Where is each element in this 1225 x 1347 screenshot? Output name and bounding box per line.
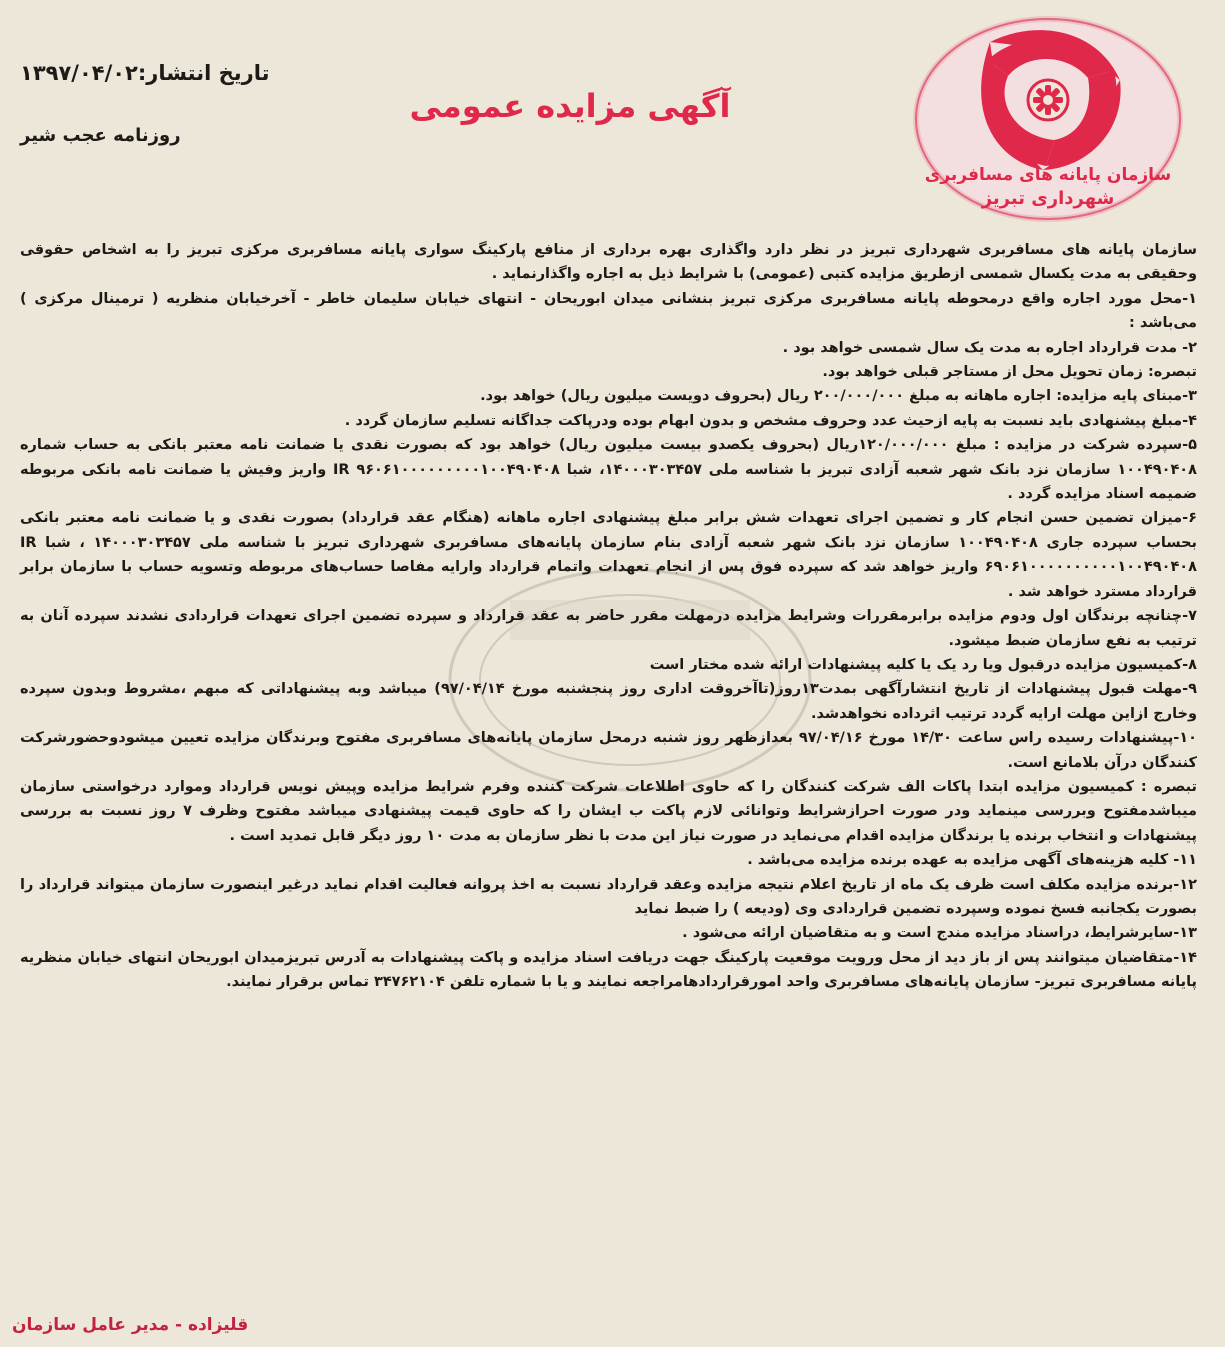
organization-logo [903,12,1193,227]
notice-title: آگهی مزایده عمومی [409,87,731,125]
publish-date: تاریخ انتشار:۱۳۹۷/۰۴/۰۲ [20,61,270,85]
paragraph-item-5: ۵-سپرده شرکت در مزایده : مبلغ ۱۲۰/۰۰۰/۰۰۰ریال (بحروف یکصدو بیست میلیون ریال) خواهد بود که بصورت نقدی یا ضمانت نامه معتبر بانکی به حساب شماره ۱۰۰۴۹۰۴۰۸ سازمان نزد بانک شهر شعبه آزادی تبریز با شناسه ملی ۱۴۰۰۰۳۰۳۴۵۷، شبا IR ۹۶۰۶۱۰۰۰۰۰۰۰۰۰۱۰۰۴۹۰۴۰۸ واریز وفیش یا ضمانت نامه بانکی مربوطه ضمیمه اسناد مزایده گردد . [20,437,1197,503]
paragraph-intro: سازمان پایانه های مسافربری شهرداری تبریز در نظر دارد واگذاری بهره برداری از منافع پارکینگ سواری پایانه مسافربری مرکزی تبریز را به اشخاص حقوقی وحقیقی به مدت یکسال شمسی ازطریق مزایده کتبی (عمومی) با شرایط ذیل به اجاره واگذارنماید . [20,242,1197,283]
paragraph-note-1: تبصره: زمان تحویل محل از مستاجر قبلی خواهد بود. [822,364,1197,381]
paragraph-item-13: ۱۳-سایرشرایط، دراسناد مزایده مندج است و به متقاضیان ارائه می‌شود . [682,925,1197,942]
paragraph-item-11: ۱۱- کلیه هزینه‌های آگهی مزایده به عهده برنده مزایده می‌باشد . [747,852,1197,869]
notice-body [20,238,1197,995]
paragraph-item-14: ۱۴-متقاضیان میتوانند پس از باز دید از محل ورویت موقعیت پارکینگ جهت دریافت اسناد مزایده و پاکت پیشنهادات به آدرس تبریزمیدان ابوریحان انتهای خیابان منظریه پایانه مسافربری تبریز- سازمان پایانه‌های مسافربری واحد امورقراردادهامراجعه نمایند و یا با شماره تلفن ۳۴۷۶۲۱۰۴ تماس برقرار نمایند. [20,949,1197,991]
paragraph-item-7: ۷-چنانچه برندگان اول ودوم مزایده برابرمقررات وشرایط مزایده درمهلت مقرر حاضر به عقد قرارداد و سپرده تضمین اجرای تعهدات قراردادی نشدند سپرده آنان به ترتیب به نفع سازمان ضبط میشود. [20,608,1197,649]
paragraph-item-12: ۱۲-برنده مزایده مکلف است ظرف یک ماه از تاریخ اعلام نتیجه مزایده وعقد قرارداد نسبت به اخذ پروانه فعالیت اقدام نماید درغیر اینصورت سازمان میتواند قرارداد را بصورت یکجانبه فسخ نموده وسپرده تضمین قراردادی وی (ودیعه ) را ضبط نماید [20,876,1197,917]
paragraph-item-2: ۲- مدت قرارداد اجاره به مدت یک سال شمسی خواهد بود . [782,339,1197,356]
signature: قلیزاده - مدیر عامل سازمان [12,1315,249,1335]
paragraph-item-1: ۱-محل مورد اجاره واقع درمحوطه پایانه مسافربری مرکزی تبریز بنشانی میدان ابوریحان - انتهای خیابان سلیمان خاطر - آخرخیابان منظریه ( ترمینال مرکزی ) می‌باشد : [20,290,1197,332]
paragraph-item-10: ۱۰-پیشنهادات رسیده راس ساعت ۱۴/۳۰ مورخ ۹۷/۰۴/۱۶ بعدازظهر روز شنبه درمحل سازمان پایانه‌های مسافربری مفتوح وبرندگان مزایده تعیین میشودوحضورشرکت کنندگان درآن بلامانع است. [20,730,1197,771]
paragraph-item-3: ۳-مبنای پایه مزایده: اجاره ماهانه به مبلغ ۲۰۰/۰۰۰/۰۰۰ ریال (بحروف دویست میلیون ریال) خواهد بود. [480,388,1197,405]
paragraph-item-9: ۹-مهلت قبول پیشنهادات از تاریخ انتشارآگهی بمدت۱۳روز(تاآخروقت اداری روز پنجشنبه مورخ ۹۷/۰۴/۱۴) میباشد وبه پیشنهاداتی که مبهم ،مشروط وبدون سپرده وخارج ازاین مهلت ارایه گردد ترتیب اثرداده نخواهدشد. [20,681,1197,722]
paragraph-note-2: تبصره : کمیسیون مزایده ابتدا پاکات الف شرکت کنندگان را که حاوی اطلاعات شرکت کننده وفرم شرایط مزایده وپیش نویس قرارداد وموارد درخواستی سازمان میباشدمفتوح وبررسی مینماید ودر صورت احرازشرایط وتوانائی لازم پاکت ب ایشان را که حاوی قیمت پیشنهادی میباشد مفتوح وظرف ۷ روز نسبت به بررسی پیشنهادات و انتخاب برنده یا برندگان مزایده اقدام می‌نماید در صورت نیاز این مدت با نظر سازمان به مدت ۱۰ روز دیگر قابل تمدید است . [20,778,1197,844]
logo-line1: سازمان پایانه های مسافربری [924,165,1172,185]
logo-line2: شهرداری تبریز [981,188,1115,209]
paragraph-item-8: ۸-کمیسیون مزایده درقبول ویا رد یک یا کلیه پیشنهادات ارائه شده مختار است [649,656,1197,673]
logo-emblem-icon [903,12,1193,227]
paragraph-item-4: ۴-مبلغ پیشنهادی باید نسبت به پایه ازحیث عدد وحروف مشخص و بدون ابهام بوده ودرپاکت جداگانه تسلیم سازمان گردد . [344,412,1197,429]
paragraph-item-6: ۶-میزان تضمین حسن انجام کار و تضمین اجرای تعهدات شش برابر مبلغ پیشنهادی اجاره ماهانه (هنگام عقد قرارداد) بصورت نقدی و یا ضمانت نامه معتبر بانکی بحساب سپرده جاری ۱۰۰۴۹۰۴۰۸ سازمان نزد بانک شهر شعبه آزادی بنام سازمان پایانه‌های مسافربری شهرداری تبریز با شناسه ملی ۱۴۰۰۰۳۰۳۴۵۷ ، شبا IR ۶۹۰۶۱۰۰۰۰۰۰۰۰۰۰۱۰۰۴۹۰۴۰۸ واریز خواهد شد که سپرده فوق پس از انجام تعهدات واتمام قرارداد وارایه مفاصا حساب‌های مربوطه وتسویه حساب با سازمان برابر قرارداد مسترد خواهد شد . [20,510,1197,600]
newspaper-name: روزنامه عجب شیر [20,125,181,146]
